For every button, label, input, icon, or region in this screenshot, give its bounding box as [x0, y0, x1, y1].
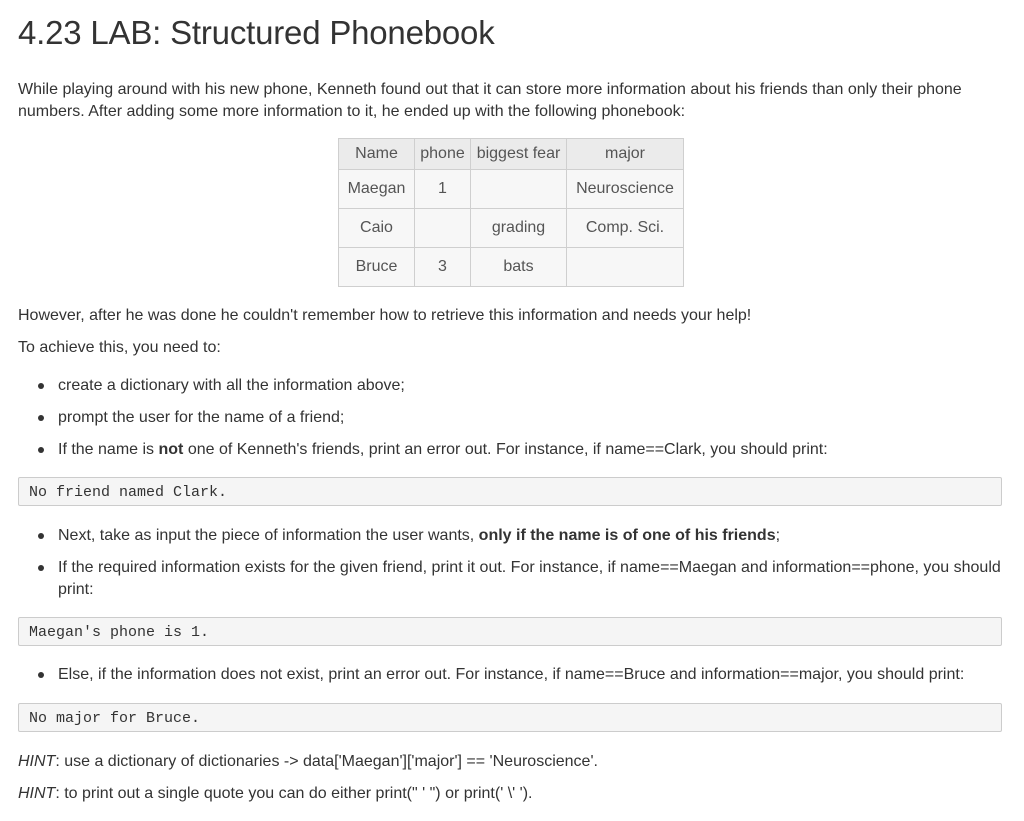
list-item-text-end: ;	[775, 527, 781, 544]
achieve-paragraph: To achieve this, you need to:	[18, 339, 221, 356]
table-cell: Maegan	[339, 170, 415, 209]
header-major: major	[567, 139, 684, 170]
code-output-maegan: Maegan's phone is 1.	[18, 617, 1002, 646]
list-item-text: prompt the user for the name of a friend;	[58, 409, 345, 426]
list-item	[18, 375, 1006, 397]
bullet-icon	[38, 672, 44, 678]
table-row	[339, 209, 684, 248]
list-item	[18, 439, 1006, 461]
bullet-icon	[38, 383, 44, 389]
bullet-icon	[38, 415, 44, 421]
table-cell: 1	[415, 170, 471, 209]
header-phone: phone	[415, 139, 471, 170]
intro-paragraph: While playing around with his new phone, Kenneth found out that it can store more information about his friends than only their phone numbers. After adding some more information to it, he ended up with the following phonebook:	[18, 81, 962, 120]
hint-text: : to print out a single quote you can do either print(" ' ") or print(' \' ').	[55, 785, 533, 802]
table-header-row	[339, 139, 684, 170]
list-item-text-start: Next, take as input the piece of information the user wants,	[58, 527, 479, 544]
emphasis-not: not	[158, 441, 184, 458]
table-cell: Caio	[339, 209, 415, 248]
header-biggest-fear: biggest fear	[471, 139, 567, 170]
table-cell: bats	[471, 248, 567, 287]
list-item	[18, 557, 1006, 601]
table-cell: Bruce	[339, 248, 415, 287]
table-cell	[567, 248, 684, 287]
table-cell: 3	[415, 248, 471, 287]
list-item	[18, 407, 1006, 429]
bullet-icon	[38, 447, 44, 453]
page-title: 4.23 LAB: Structured Phonebook	[18, 14, 495, 51]
hint-label: HINT	[18, 753, 56, 770]
list-item-text-end: one of Kenneth's friends, print an error out. For instance, if name==Clark, you should print:	[183, 441, 828, 458]
hint-dictionary	[18, 751, 598, 773]
table-cell	[471, 170, 567, 209]
hint-label: HINT	[18, 785, 56, 802]
phonebook-table	[338, 138, 684, 287]
list-item	[18, 525, 1006, 547]
list-item-text: If the required information exists for the given friend, print it out. For instance, if name==Maegan and information==phone, you should print:	[58, 559, 1001, 598]
header-name: Name	[339, 139, 415, 170]
table-cell	[415, 209, 471, 248]
requirements-list-2	[18, 525, 1006, 611]
however-paragraph: However, after he was done he couldn't remember how to retrieve this information and needs your help!	[18, 307, 752, 324]
code-output-bruce: No major for Bruce.	[18, 703, 1002, 732]
code-output-clark: No friend named Clark.	[18, 477, 1002, 506]
table-row	[339, 248, 684, 287]
bullet-icon	[38, 565, 44, 571]
hint-text: : use a dictionary of dictionaries -> data['Maegan']['major'] == 'Neuroscience'.	[55, 753, 598, 770]
table-row	[339, 170, 684, 209]
table-cell: Neuroscience	[567, 170, 684, 209]
list-item	[18, 664, 1006, 686]
bullet-icon	[38, 533, 44, 539]
emphasis-only-if-friend: only if the name is of one of his friends	[478, 527, 776, 544]
table-cell: grading	[471, 209, 567, 248]
table-cell: Comp. Sci.	[567, 209, 684, 248]
list-item-text: create a dictionary with all the information above;	[58, 377, 405, 394]
hint-single-quote	[18, 783, 532, 805]
list-item-text-start: If the name is	[58, 441, 159, 458]
list-item-text: Else, if the information does not exist, print an error out. For instance, if name==Bruce and information==major, you should print:	[58, 666, 965, 683]
requirements-list-1	[18, 375, 1006, 471]
requirements-list-3	[18, 664, 1006, 696]
